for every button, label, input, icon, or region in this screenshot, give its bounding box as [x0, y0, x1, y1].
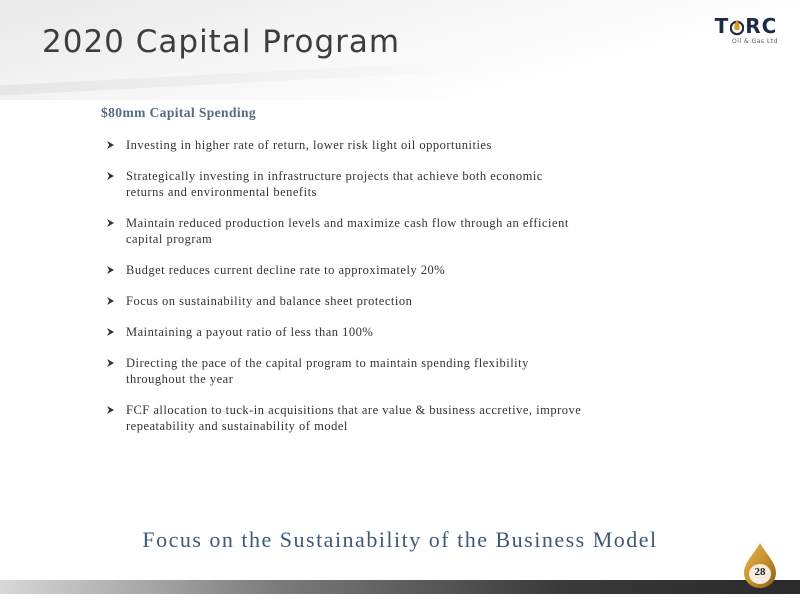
bullet-item: [106, 324, 686, 340]
bullet-item: [106, 262, 686, 278]
slide-title: 2020 Capital Program: [42, 24, 401, 60]
bullet-text: Maintaining a payout ratio of less than 100%: [126, 325, 374, 339]
bullet-text: Maintain reduced production levels and maximize cash flow through an efficient: [126, 216, 569, 230]
bullet-list: [106, 137, 686, 449]
bullet-text: Investing in higher rate of return, lower risk light oil opportunities: [126, 138, 492, 152]
arrow-bullet-icon: [106, 265, 116, 275]
logo-letters-rc: RC: [745, 14, 778, 38]
arrow-bullet-icon: [106, 218, 116, 228]
arrow-bullet-icon: [106, 140, 116, 150]
bullet-text-continued: throughout the year: [126, 372, 234, 386]
footer-bar: [0, 580, 800, 594]
logo-letter-t: T: [714, 14, 730, 38]
bullet-text: Directing the pace of the capital program to maintain spending flexibility: [126, 356, 529, 370]
oil-drop-badge-icon: [738, 541, 782, 589]
logo-subtitle: Oil & Gas Ltd: [732, 38, 778, 45]
section-heading: $80mm Capital Spending: [101, 105, 257, 120]
bullet-text: FCF allocation to tuck-in acquisitions that are value & business accretive, improve: [126, 403, 582, 417]
company-logo: [706, 14, 786, 60]
arrow-bullet-icon: [106, 358, 116, 368]
arrow-bullet-icon: [106, 296, 116, 306]
bullet-item: [106, 355, 686, 387]
arrow-bullet-icon: [106, 327, 116, 337]
bullet-item: [106, 168, 686, 200]
arrow-bullet-icon: [106, 405, 116, 415]
bullet-text: Budget reduces current decline rate to approximately 20%: [126, 263, 446, 277]
bullet-item: [106, 293, 686, 309]
bullet-text: Focus on sustainability and balance sheet protection: [126, 294, 413, 308]
bullet-text-continued: repeatability and sustainability of model: [126, 419, 348, 433]
arrow-bullet-icon: [106, 171, 116, 181]
slide-tagline: Focus on the Sustainability of the Business Model: [142, 527, 658, 552]
bullet-item: [106, 215, 686, 247]
footer-baseline: [0, 594, 800, 600]
oil-drop-icon: [730, 16, 744, 36]
bullet-item: [106, 402, 686, 434]
bullet-text-continued: capital program: [126, 232, 213, 246]
bullet-text: Strategically investing in infrastructure projects that achieve both economic: [126, 169, 543, 183]
page-number: 28: [754, 566, 766, 578]
logo-wordmark: [706, 14, 786, 38]
bullet-text-continued: returns and environmental benefits: [126, 185, 317, 199]
bullet-item: [106, 137, 686, 153]
